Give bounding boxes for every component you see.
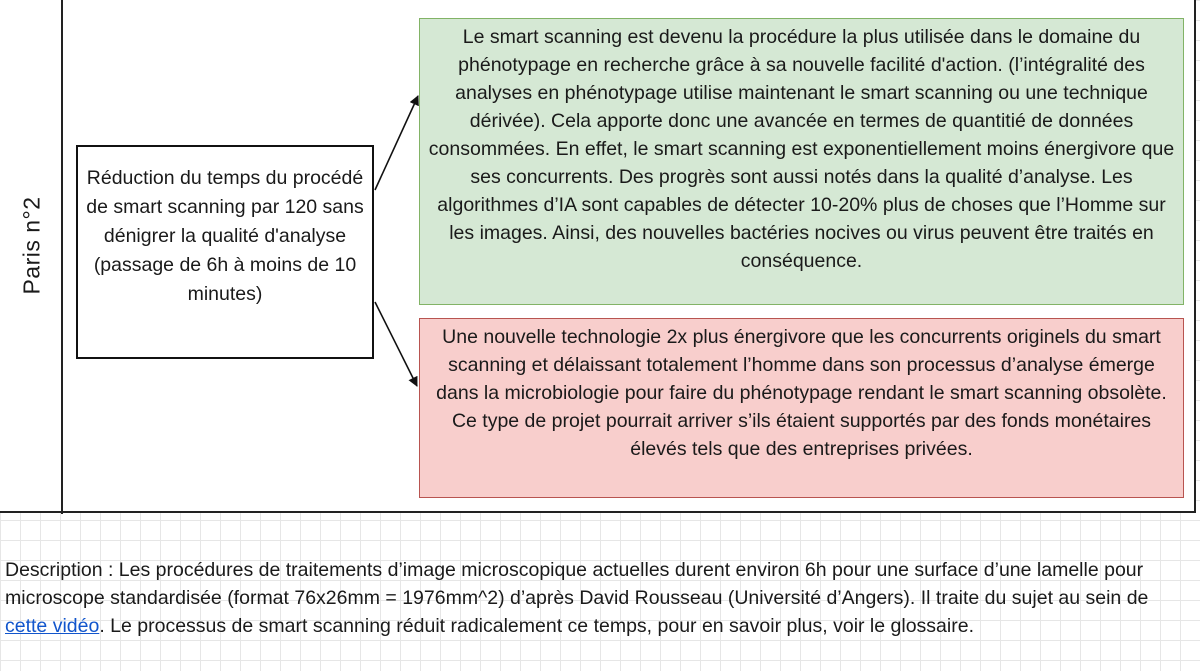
source-box-text: Réduction du temps du procédé de smart scanning par 120 sans dénigrer la qualité d'analyse (passage de 6h à moins de 10 minutes)	[86, 166, 364, 305]
scenario-label-text: Paris n°2	[18, 195, 45, 295]
arrow-to-positive-outcome	[375, 96, 418, 190]
positive-outcome-text: Le smart scanning est devenu la procédure la plus utilisée dans le domaine du phénotypage en recherche grâce à sa nouvelle facilité d'action. (l’intégralité des analyses en phénotypage utilise maintenant le smart scanning ou une technique dérivée). Cela apporte donc une avancée en termes de quantitié de données consommées. En effet, le smart scanning est exponentiellement moins énergivore que ses concurrents. Des progrès sont aussi notés dans la qualité d’analyse. Les algorithmes d’IA sont capables de détecter 10-20% plus de choses que l’Homme sur les images. Ainsi, des nouvelles bactéries nocives ou virus peuvent être traités en conséquence.	[428, 26, 1175, 272]
negative-outcome-text: Une nouvelle technologie 2x plus énergivore que les concurrents originels du smart scanning et délaissant totalement l’homme dans son processus d’analyse émerge dans la microbiologie pour faire du phénotypage rendant le smart scanning obsolète. Ce type de projet pourrait arriver s’ils étaient supportés par des fonds monétaires élevés tels que des entreprises privées.	[436, 326, 1167, 460]
description-text-start: Description : Les procédures de traitements d’image microscopique actuelles durent environ 6h pour une surface d’une lamelle pour microscope standardisée (format 76x26mm = 1976mm^2) d’après David Rousseau (Université d’Angers). Il traite du sujet au sein de	[5, 559, 1149, 609]
video-link[interactable]: cette vidéo	[5, 615, 100, 637]
description-text-end: . Le processus de smart scanning réduit radicalement ce temps, pour en savoir plus, voir le glossaire.	[99, 615, 974, 637]
arrow-to-negative-outcome	[375, 302, 417, 386]
description-paragraph	[5, 556, 1195, 640]
